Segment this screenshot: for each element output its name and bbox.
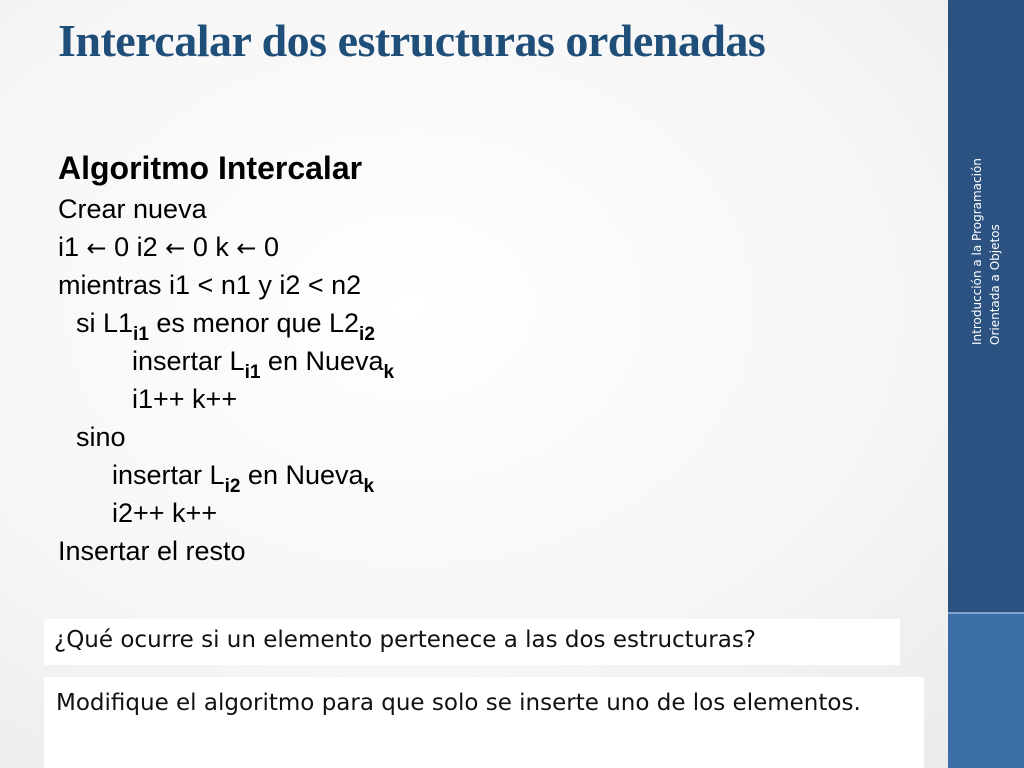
question-box: [44, 619, 900, 665]
algorithm-line-10: [58, 532, 394, 570]
subscript: k: [383, 362, 395, 383]
algorithm-line-6-text: i1++ k++: [132, 384, 238, 414]
var-k: 0 k: [192, 232, 229, 262]
sidebar-course-line-2: Orientada a Objetos: [988, 224, 1002, 345]
algorithm-line-4-b: es menor que L2: [148, 308, 360, 338]
var-end: 0: [264, 232, 280, 262]
assign-arrow-icon: ←: [86, 234, 107, 262]
exercise-box: [44, 677, 924, 768]
algorithm-line-4: [58, 304, 394, 345]
sidebar-accent-band: [948, 614, 1024, 768]
var-i2: 0 i2: [114, 232, 158, 262]
algorithm-line-8-a: insertar L: [112, 460, 225, 490]
assign-arrow-icon: ←: [165, 234, 186, 262]
algorithm-line-1-text: Crear nueva: [58, 194, 207, 224]
algorithm-line-9: [58, 494, 394, 532]
algorithm-line-9-text: i2++ k++: [112, 498, 218, 528]
assign-arrow-icon: ←: [236, 234, 257, 262]
algorithm-line-2: [58, 228, 394, 266]
algorithm-line-7-text: sino: [76, 422, 126, 452]
subscript: i1: [133, 324, 149, 345]
algorithm-heading: Algoritmo Intercalar: [58, 150, 363, 186]
algorithm-line-4-a: si L1: [76, 308, 134, 338]
slide-title: Intercalar dos estructuras ordenadas: [58, 15, 766, 66]
algorithm-line-6: [58, 380, 394, 418]
algorithm-line-1: [58, 190, 394, 228]
subscript: i2: [224, 476, 241, 497]
algorithm-block: [58, 146, 394, 570]
algorithm-line-3-text: mientras i1 < n1 y i2 < n2: [58, 270, 362, 300]
algorithm-line-3: [58, 266, 394, 304]
algorithm-line-10-text: Insertar el resto: [58, 536, 246, 566]
algorithm-line-5: [58, 342, 395, 383]
var-i1: i1: [58, 232, 80, 262]
subscript: i1: [244, 362, 261, 383]
sidebar-course-title: [968, 115, 1004, 345]
algorithm-line-7: [58, 418, 394, 456]
algorithm-line-5-a: insertar L: [132, 346, 245, 376]
exercise-text: Modifique el algoritmo para que solo se inserte uno de los elementos.: [56, 690, 861, 716]
question-text: ¿Qué ocurre si un elemento pertenece a las dos estructuras?: [54, 627, 757, 653]
algorithm-line-8-b: en Nueva: [240, 460, 364, 490]
algorithm-line-5-b: en Nueva: [260, 346, 384, 376]
subscript: i2: [359, 324, 375, 345]
subscript: k: [363, 476, 375, 497]
algorithm-line-8: [58, 456, 394, 497]
sidebar-course-line-1: Introducción a la Programación: [970, 158, 984, 345]
